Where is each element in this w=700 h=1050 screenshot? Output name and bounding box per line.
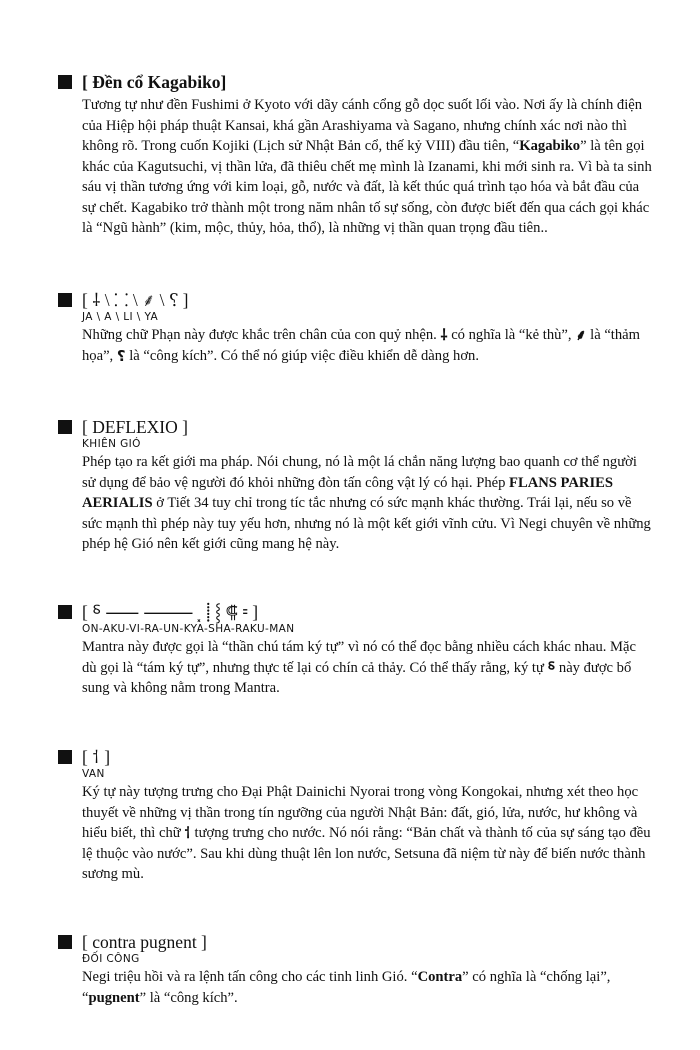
square-bullet-icon xyxy=(58,605,72,619)
entry-header xyxy=(58,288,658,312)
siddham-ja-icon: ⸸ xyxy=(440,326,448,344)
entry-reading: ĐỐI CÔNG xyxy=(82,953,140,965)
text-segment: tượng trưng cho nước. Nó nói rằng: “Bản chất và thành tố của sự sáng tạo đều lệ thuộc vào nước”. Sau khi dùng thuật lên lon nước, Setsuna đã niệm từ này để biến nước thành sương mù. xyxy=(82,825,651,882)
square-bullet-icon xyxy=(58,935,72,949)
glossary-entry-deflexio xyxy=(58,415,658,555)
entry-title: [ ⸶ ] xyxy=(82,747,111,767)
text-segment: ” có nghĩa là “chống lại”, “ xyxy=(82,969,611,1006)
entry-text xyxy=(82,95,652,239)
entry-reading: KHIÊN GIÓ xyxy=(82,438,141,450)
entry-text xyxy=(82,967,652,1008)
bold-term: pugnent xyxy=(88,989,140,1006)
square-bullet-icon xyxy=(58,293,72,307)
entry-title: [ ⸹ ⸺ ⸻ ⸼ ⸽ ⸾ ⸿ ⹀ ] xyxy=(82,602,259,622)
text-segment: Tương tự như đền Fushimi ở Kyoto với dãy cánh cổng gỗ dọc suốt lối vào. Nơi ấy là chính điện của Hiệp hội pháp thuật Kansai, khá gần Arashiyama và Sagano, nhưng chính xác nơi nào thì không rõ. Trong cuốn Kojiki (Lịch sử Nhật Bản cổ, thế kỷ VIII) đầu tiên, “ xyxy=(82,97,643,154)
entry-text xyxy=(82,325,652,366)
siddham-van-icon: ⸶ xyxy=(184,824,191,842)
text-segment: này được bổ sung và không nằm trong Mantra. xyxy=(82,659,632,696)
text-segment: Phép tạo ra kết giới ma pháp. Nói chung, nó là một lá chắn năng lượng bao quanh cơ thể người sử dụng để bảo vệ người đó khỏi những đòn tấn công vật lý có hại. Phép xyxy=(82,454,637,491)
square-bullet-icon xyxy=(58,75,72,89)
bold-term: Kagabiko xyxy=(519,138,581,154)
entry-text xyxy=(82,782,652,885)
text-segment: Những chữ Phạn này được khắc trên chân của con quỷ nhện. xyxy=(82,327,437,343)
entry-text xyxy=(82,452,652,555)
entry-text xyxy=(82,637,652,699)
entry-header xyxy=(58,70,658,94)
bold-term: Contra xyxy=(417,969,463,985)
entry-title: [ contra pugnent ] xyxy=(82,932,207,952)
entry-header xyxy=(58,745,658,769)
entry-reading: JA \ A \ LI \ YA xyxy=(82,311,159,323)
text-segment: ” là “công kích”. xyxy=(139,989,238,1006)
text-segment: là “thảm họa”, xyxy=(82,327,640,364)
siddham-li-icon: ⸙ xyxy=(575,326,587,344)
entry-header xyxy=(58,415,658,439)
glossary-entry-contra-pugnent xyxy=(58,930,658,1008)
siddham-ya-icon: ⸮ xyxy=(116,346,126,365)
entry-reading: ON-AKU-VI-RA-UN-KYA-SHA-RAKU-MAN xyxy=(82,623,295,635)
text-segment: Mantra này được gọi là “thần chú tám ký tự” vì nó có thể đọc bằng nhiều cách khác nhau. Mặc dù gọi là “tám ký tự”, nhưng thực tế lại có chín cả thảy. Có thể thấy rằng, ký tự xyxy=(82,639,636,676)
entry-reading: VAN xyxy=(82,768,105,780)
glossary-entry-kagabiko xyxy=(58,70,658,239)
text-segment: là “công kích”. Có thể nó giúp việc điều khiển dễ dàng hơn. xyxy=(129,347,479,364)
entry-header xyxy=(58,930,658,954)
siddham-on-icon: ⸹ xyxy=(547,658,556,677)
entry-title: [ Đền cổ Kagabiko] xyxy=(82,72,227,92)
square-bullet-icon xyxy=(58,750,72,764)
entry-title: [ ⸸ \ ⸬ \ ⸙ \ ⸮ ] xyxy=(82,290,189,310)
square-bullet-icon xyxy=(58,420,72,434)
glossary-entry-van xyxy=(58,745,658,885)
entry-header xyxy=(58,600,658,624)
text-segment: ở Tiết 34 tuy chỉ trong tíc tắc nhưng có sức mạnh khác thường. Trái lại, nếu so về sức mạnh thì phép này tuy yếu hơn, nhưng nó là một kết giới vĩnh cửu. Vì Negi chuyên về những phép hệ Gió nên kết giới cũng mang hệ này. xyxy=(82,495,651,552)
bold-term: FLANS PARIES AERIALIS xyxy=(82,474,613,511)
text-segment: Ký tự này tượng trưng cho Đại Phật Dainichi Nyorai trong vòng Kongokai, nhưng xét theo học thuyết về những vị thần trong tín ngưỡng của người Nhật Bản: đất, gió, lửa, nước, hư không và hiểu biết, thì chữ xyxy=(82,784,639,841)
glossary-entry-sanskrit-1 xyxy=(58,288,658,366)
text-segment: có nghĩa là “kẻ thù”, xyxy=(451,327,572,343)
text-segment: Negi triệu hồi và ra lệnh tấn công cho các tinh linh Gió. “ xyxy=(82,969,418,985)
glossary-entry-mantra xyxy=(58,600,658,699)
entry-title: [ DEFLEXIO ] xyxy=(82,417,188,437)
text-segment: ” là tên gọi khác của Kagutsuchi, vị thần lửa, đã thiêu chết mẹ mình là Izanami, khi mới sinh ra. Vì bà ta sinh sáu vị thần tương ứng với kim loại, gỗ, nước và đất, là kết thúc quá trình tạo hóa và bắt đầu của sự chết. Kagabiko trở thành một trong năm nhân tố sự sống, còn được biết đến qua cách gọi khác là “Ngũ hành” (kim, mộc, thủy, hỏa, thổ), là những vị thần quan trọng đầu tiên.. xyxy=(82,138,652,236)
